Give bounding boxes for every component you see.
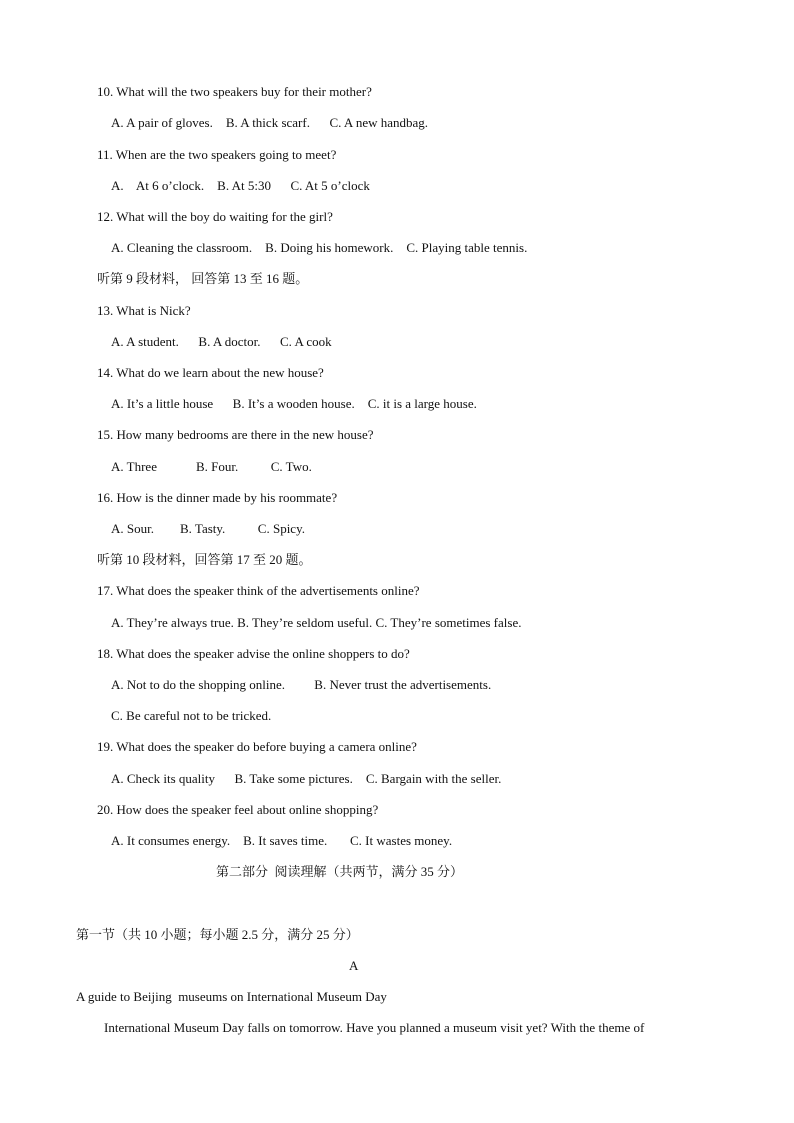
question-text: 17. What does the speaker think of the advertisements online? (97, 583, 420, 598)
question-text: 16. How is the dinner made by his roommate? (97, 490, 338, 505)
subsection-heading: 第一节（共 10 小题；每小题 2.5 分，满分 25 分） (76, 927, 359, 942)
answer-options: A. Cleaning the classroom. B. Doing his homework. C. Playing table tennis. (111, 240, 528, 255)
question-text: 14. What do we learn about the new house? (97, 365, 324, 380)
passage-letter: A (349, 958, 359, 973)
question-text: 19. What does the speaker do before buying a camera online? (97, 739, 417, 754)
answer-options: A. Not to do the shopping online. B. Never trust the advertisements. (111, 677, 492, 692)
question-text: 11. When are the two speakers going to meet? (97, 147, 337, 162)
answer-options: A. A pair of gloves. B. A thick scarf. C. A new handbag. (111, 115, 429, 130)
answer-options: A. A student. B. A doctor. C. A cook (111, 334, 332, 349)
question-text: 18. What does the speaker advise the online shoppers to do? (97, 646, 410, 661)
answer-options: C. Be careful not to be tricked. (111, 708, 272, 723)
question-text: 12. What will the boy do waiting for the girl? (97, 209, 333, 224)
question-text: 13. What is Nick? (97, 303, 191, 318)
question-text: 15. How many bedrooms are there in the new house? (97, 427, 374, 442)
answer-options: A. It’s a little house B. It’s a wooden house. C. it is a large house. (111, 396, 477, 411)
passage-title: A guide to Beijing museums on International Museum Day (76, 989, 387, 1004)
question-text: 20. How does the speaker feel about online shopping? (97, 802, 379, 817)
section-instruction: 听第 9 段材料， 回答第 13 至 16 题。 (97, 271, 309, 286)
answer-options: A. Sour. B. Tasty. C. Spicy. (111, 521, 305, 536)
answer-options: A. It consumes energy. B. It saves time. C. It wastes money. (111, 833, 453, 848)
question-text: 10. What will the two speakers buy for their mother? (97, 84, 372, 99)
answer-options: A. Check its quality B. Take some pictures. C. Bargain with the seller. (111, 771, 502, 786)
section-instruction: 听第 10 段材料，回答第 17 至 20 题。 (97, 552, 312, 567)
answer-options: A. Three B. Four. C. Two. (111, 459, 312, 474)
passage-paragraph: International Museum Day falls on tomorrow. Have you planned a museum visit yet? With the theme of (104, 1020, 645, 1035)
answer-options: A. They’re always true. B. They’re seldom useful. C. They’re sometimes false. (111, 615, 522, 630)
part-heading: 第二部分 阅读理解（共两节，满分 35 分） (216, 864, 464, 879)
answer-options: A. At 6 o’clock. B. At 5:30 C. At 5 o’clock (111, 178, 370, 193)
